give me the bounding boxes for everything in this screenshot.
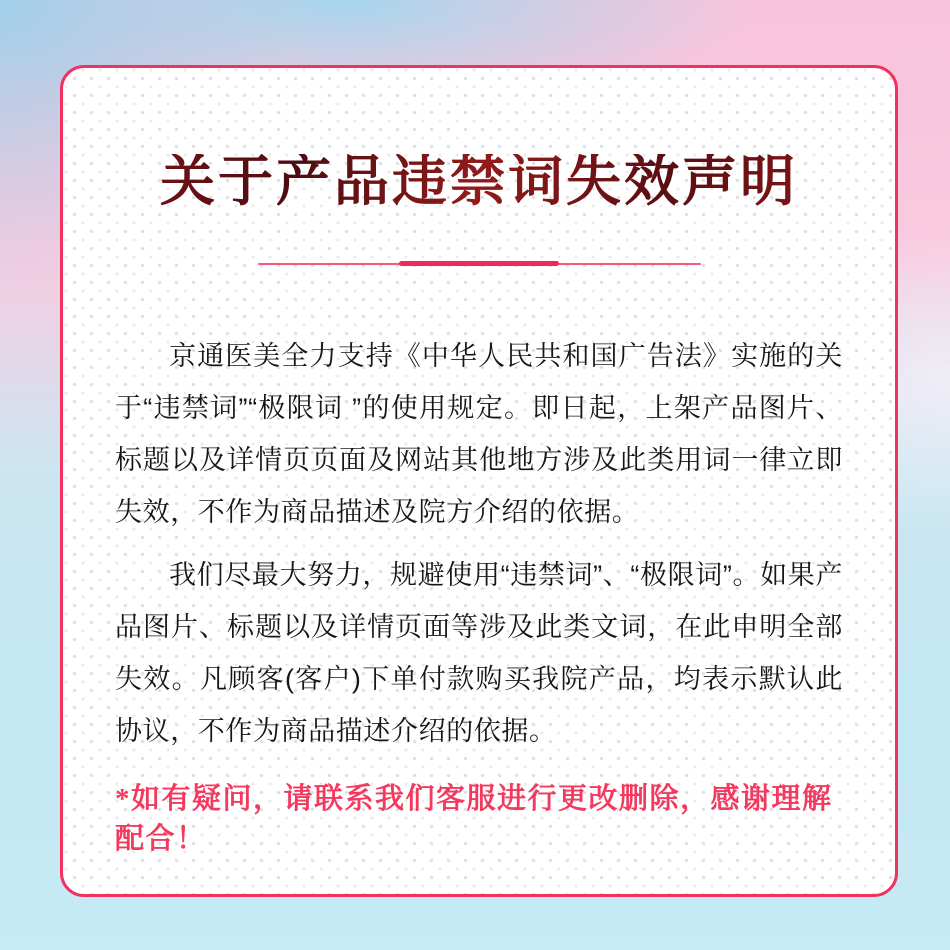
notice-paragraph-1: 京通医美全力支持《中华人民共和国广告法》实施的关于“违禁词”“极限词 ”的使用规定。即日起，上架产品图片、标题以及详情页页面及网站其他地方涉及此类用词一律立即失效，不作为商品描述及院方介绍的依据。: [115, 341, 843, 527]
notice-footnote: *如有疑问，请联系我们客服进行更改删除，感谢理解配合！: [115, 783, 833, 855]
title-divider: [258, 261, 701, 266]
notice-card: [60, 65, 898, 897]
notice-paragraph-2: 我们尽最大努力，规避使用“违禁词”、“极限词”。如果产品图片、标题以及详情页面等涉及此类文词，在此申明全部失效。凡顾客(客户)下单付款购买我院产品，均表示默认此协议，不作为商品描述介绍的依据。: [115, 560, 843, 746]
notice-title: 关于产品违禁词失效声明: [63, 154, 895, 209]
divider-thick-line: [399, 261, 559, 266]
notice-body: [115, 330, 843, 757]
